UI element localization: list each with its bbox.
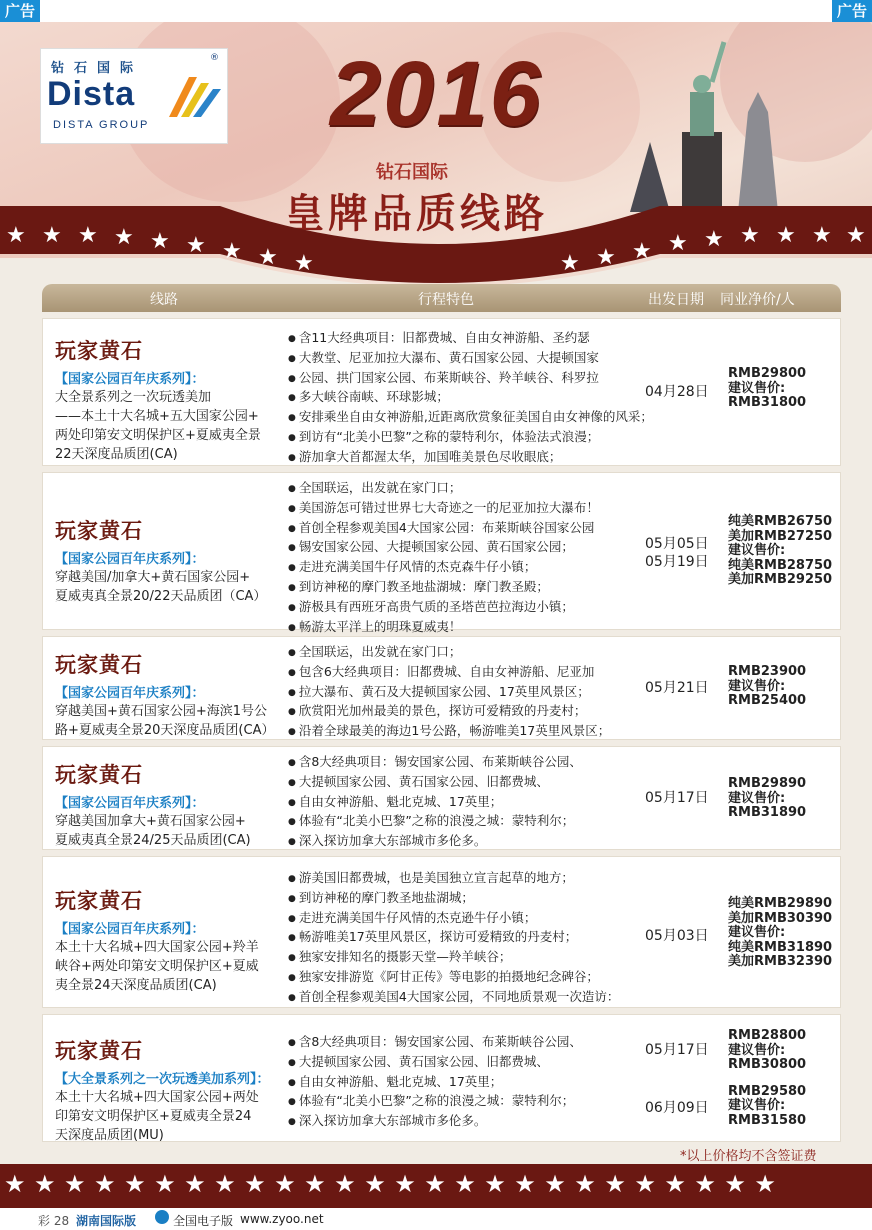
route-series: 【国家公园百年庆系列】：: [55, 796, 205, 811]
route-series: 【国家公园百年庆系列】：: [55, 686, 205, 701]
headline-year: 2016: [330, 43, 543, 145]
price-line: 纯美RMB26750: [728, 514, 833, 529]
route-series: 【大全景系列之一次玩透美加系列】：: [55, 1072, 270, 1087]
route-desc-line: 两处印第安文明保护区+夏威夷全景: [55, 428, 261, 443]
price-line: 建议售价:: [728, 1042, 786, 1058]
price-line: 美加RMB29250: [728, 572, 833, 587]
feature-item: ● 游极具有西班牙高贵气质的圣塔芭芭拉海边小镇；: [288, 598, 658, 618]
price-line: 建议售价:: [728, 1098, 786, 1113]
feature-item: ● 体验有“北美小巴黎”之称的浪漫之城：蒙特利尔；: [288, 1092, 658, 1112]
route-desc-line: 夏威夷真全景20/22天品质团（CA）: [55, 589, 267, 604]
col-date: 出发日期: [648, 292, 704, 308]
feature-item: ● 到访神秘的摩门教圣地盐湖城；: [288, 889, 658, 909]
route-desc-line: 穿越美国/加拿大+黄石国家公园+: [55, 570, 251, 585]
feature-item: ● 游美国旧都费城，也是美国独立宣言起草的地方；: [288, 869, 658, 889]
svg-text:★: ★: [596, 245, 616, 270]
feature-item: ● 到访有“北美小巴黎”之称的蒙特利尔，体验法式浪漫；: [288, 428, 658, 448]
route-row: [42, 318, 841, 466]
route-title: 玩家黄石: [55, 888, 143, 913]
header-banner: [0, 22, 872, 284]
feature-item: ● 走进充满美国牛仔风情的杰克森牛仔小镇；: [288, 558, 658, 578]
svg-text:★: ★: [150, 229, 170, 254]
route-desc-line: 本土十大名城+四大国家公园+羚羊: [55, 940, 259, 955]
price-line: RMB29890: [728, 776, 807, 791]
feature-item: ● 到访神秘的摩门教圣地盐湖城：摩门教圣殿；: [288, 578, 658, 598]
logo-stripes-icon: [169, 77, 221, 117]
col-price: 同业净价/人: [720, 292, 795, 308]
price-line: 建议售价:: [728, 380, 786, 396]
svg-text:★: ★: [258, 245, 278, 270]
svg-text:★: ★: [42, 223, 62, 248]
ad-tag-left: 广告: [0, 0, 40, 22]
departure-date: 05月05日: [645, 536, 709, 552]
page-footer: [0, 1208, 872, 1230]
route-desc-line: 路+夏威夷全景20天深度品质团(CA）: [55, 723, 275, 738]
route-desc-line: 22天深度品质团(CA): [55, 447, 178, 462]
advert-page: [0, 22, 872, 1208]
route-row: [42, 856, 841, 1008]
price-line: RMB31580: [728, 1112, 807, 1128]
route-row: [42, 1014, 841, 1142]
feature-item: ● 独家安排游览《阿甘正传》等电影的拍摄地纪念碑谷；: [288, 968, 658, 988]
logo-registered: ®: [210, 53, 219, 63]
price-line: RMB23900: [728, 664, 807, 679]
feature-item: ● 首创全程参观美国4大国家公园：布莱斯峡谷国家公园: [288, 519, 658, 539]
route-desc-line: 天深度品质团(MU): [55, 1128, 164, 1143]
svg-text:★: ★: [222, 239, 242, 264]
svg-text:★: ★: [812, 223, 832, 248]
feature-item: ● 走进充满美国牛仔风情的杰克逊牛仔小镇；: [288, 909, 658, 929]
svg-text:★: ★: [6, 223, 26, 248]
headline-subbrand: 钻石国际: [376, 162, 448, 183]
departure-date: 05月19日: [645, 554, 709, 570]
route-series: 【国家公园百年庆系列】：: [55, 922, 205, 937]
route-desc-line: ——本土十大名城+五大国家公园+: [55, 409, 259, 424]
feature-item: ● 体验有“北美小巴黎”之称的浪漫之城：蒙特利尔；: [288, 812, 658, 832]
col-features: 行程特色: [418, 292, 474, 308]
feature-item: ● 自由女神游船、魁北克城、17英里；: [288, 1073, 658, 1093]
price-line: RMB31800: [728, 395, 807, 410]
star-band: [0, 192, 872, 284]
logo-en: Dista: [47, 75, 136, 113]
route-desc-line: 大全景系列之一次玩透美加: [55, 390, 212, 405]
feature-item: ● 畅游唯美17英里风景区，探访可爱精致的丹麦村；: [288, 928, 658, 948]
feature-item: ● 大教堂、尼亚加拉大瀑布、黄石国家公园、大提顿国家: [288, 349, 658, 369]
site-link[interactable]: www.zyoo.net: [240, 1212, 324, 1226]
page-number: 彩 28: [38, 1214, 70, 1228]
price-line: 纯美RMB29890: [728, 896, 833, 911]
route-desc-line: 夏威夷真全景24/25天品质团(CA): [55, 833, 251, 848]
feature-item: ● 欣赏阳光加州最美的景色，探访可爱精致的丹麦村；: [288, 702, 658, 722]
price-line: 美加RMB27250: [728, 528, 833, 544]
site-icon: [155, 1210, 169, 1224]
star-row-icon: ★★★★★★★★★★★★★★★★★★★★★★★★★★: [4, 1170, 785, 1198]
svg-text:★: ★: [114, 225, 134, 250]
svg-text:★: ★: [846, 223, 866, 248]
price-line: RMB25400: [728, 693, 807, 708]
svg-text:★: ★: [294, 251, 314, 276]
visa-note: *以上价格均不含签证费: [680, 1149, 817, 1164]
svg-text:★: ★: [186, 233, 206, 258]
route-desc-line: 夷全景24天深度品质团(CA): [55, 978, 217, 993]
skyline-illustration: [620, 32, 790, 212]
departure-date: 04月28日: [645, 384, 709, 400]
route-desc-line: 峡谷+两处印第安文明保护区+夏威: [55, 959, 259, 974]
footer-star-band: [0, 1164, 872, 1208]
route-title: 玩家黄石: [55, 652, 143, 677]
route-title: 玩家黄石: [55, 518, 143, 543]
route-row: [42, 746, 841, 850]
table-header: [42, 284, 841, 312]
price-line: RMB29800: [728, 366, 807, 381]
logo-group: DISTA GROUP: [53, 119, 150, 131]
price-line: RMB29580: [728, 1083, 807, 1099]
feature-item: ● 锡安国家公园、大提顿国家公园、黄石国家公园；: [288, 538, 658, 558]
price-line: 纯美RMB31890: [728, 939, 833, 955]
feature-item: ● 公园、拱门国家公园、布莱斯峡谷、羚羊峡谷、科罗拉: [288, 369, 658, 389]
route-desc-line: 穿越美国+黄石国家公园+海滨1号公: [55, 704, 268, 719]
feature-item: ● 拉大瀑布、黄石及大提顿国家公园、17英里风景区；: [288, 683, 658, 703]
feature-item: ● 大提顿国家公园、黄石国家公园、旧都费城、: [288, 1053, 658, 1073]
feature-item: ● 含8大经典项目：锡安国家公园、布莱斯峡谷公园、: [288, 753, 658, 773]
price-line: 纯美RMB28750: [728, 557, 833, 573]
departure-date: 05月03日: [645, 928, 709, 944]
ad-tag-right: 广告: [832, 0, 872, 22]
departure-date: 05月17日: [645, 790, 709, 806]
svg-text:★: ★: [78, 223, 98, 248]
feature-item: ● 全国联运，出发就在家门口；: [288, 643, 658, 663]
route-title: 玩家黄石: [55, 762, 143, 787]
feature-item: ● 全国联运，出发就在家门口；: [288, 479, 658, 499]
headline-title: 皇牌品质线路: [284, 190, 548, 237]
svg-text:★: ★: [776, 223, 796, 248]
departure-date: 05月21日: [645, 680, 709, 696]
feature-item: ● 含8大经典项目：锡安国家公园、布莱斯峡谷公园、: [288, 1033, 658, 1053]
price-line: 美加RMB32390: [728, 954, 833, 969]
price-line: 建议售价:: [728, 925, 786, 940]
feature-item: ● 含11大经典项目：旧都费城、自由女神游船、圣约瑟: [288, 329, 658, 349]
site-label: 全国电子版: [173, 1214, 234, 1228]
feature-item: ● 游加拿大首都渥太华，加国唯美景色尽收眼底；: [288, 448, 658, 468]
price-line: RMB30800: [728, 1057, 807, 1072]
route-series: 【国家公园百年庆系列】：: [55, 372, 205, 387]
svg-text:★: ★: [740, 223, 760, 248]
route-desc-line: 印第安文明保护区+夏威夷全景24: [55, 1109, 252, 1124]
feature-item: ● 多大峡谷南峡、环球影城；: [288, 388, 658, 408]
departure-date: 06月09日: [645, 1100, 709, 1116]
svg-text:★: ★: [560, 251, 580, 276]
brand-logo: [40, 48, 228, 144]
col-route: 线路: [150, 292, 178, 308]
svg-text:★: ★: [632, 239, 652, 264]
route-desc-line: 穿越美国加拿大+黄石国家公园+: [55, 814, 246, 829]
route-table: [42, 284, 841, 1142]
price-line: 建议售价:: [728, 543, 786, 558]
route-row: [42, 472, 841, 634]
price-line: 建议售价:: [728, 790, 786, 806]
route-row: [42, 636, 841, 740]
feature-item: ● 首创全程参观美国4大国家公园，不同地质景观一次造访：: [288, 988, 658, 1008]
feature-item: ● 沿着全球最美的海边1号公路，畅游唯美17英里风景区；: [288, 722, 658, 742]
svg-text:★: ★: [668, 231, 688, 256]
price-line: RMB28800: [728, 1028, 807, 1043]
feature-item: ● 安排乘坐自由女神游船,近距离欣赏象征美国自由女神像的风采；: [288, 408, 658, 428]
route-series: 【国家公园百年庆系列】：: [55, 552, 205, 567]
feature-item: ● 大提顿国家公园、黄石国家公园、旧都费城、: [288, 773, 658, 793]
feature-item: ● 畅游太平洋上的明珠夏威夷！: [288, 618, 658, 638]
feature-item: ● 包含6大经典项目：旧都费城、自由女神游船、尼亚加: [288, 663, 658, 683]
svg-text:★: ★: [704, 227, 724, 252]
price-line: 美加RMB30390: [728, 910, 833, 926]
feature-item: ● 深入探访加拿大东部城市多伦多。: [288, 832, 658, 852]
departure-date: 05月17日: [645, 1042, 709, 1058]
route-title: 玩家黄石: [55, 338, 143, 363]
feature-item: ● 美国游怎可错过世界七大奇迹之一的尼亚加拉大瀑布！: [288, 499, 658, 519]
edition-label: 湖南国际版: [76, 1214, 137, 1228]
feature-item: ● 深入探访加拿大东部城市多伦多。: [288, 1112, 658, 1132]
feature-item: ● 独家安排知名的摄影天堂—羚羊峡谷；: [288, 948, 658, 968]
price-line: RMB31890: [728, 805, 807, 820]
route-title: 玩家黄石: [55, 1038, 143, 1063]
logo-cn: 钻石国际: [51, 61, 144, 76]
route-desc-line: 本土十大名城+四大国家公园+两处: [55, 1090, 259, 1105]
feature-item: ● 自由女神游船、魁北克城、17英里；: [288, 793, 658, 813]
price-line: 建议售价:: [728, 678, 786, 694]
